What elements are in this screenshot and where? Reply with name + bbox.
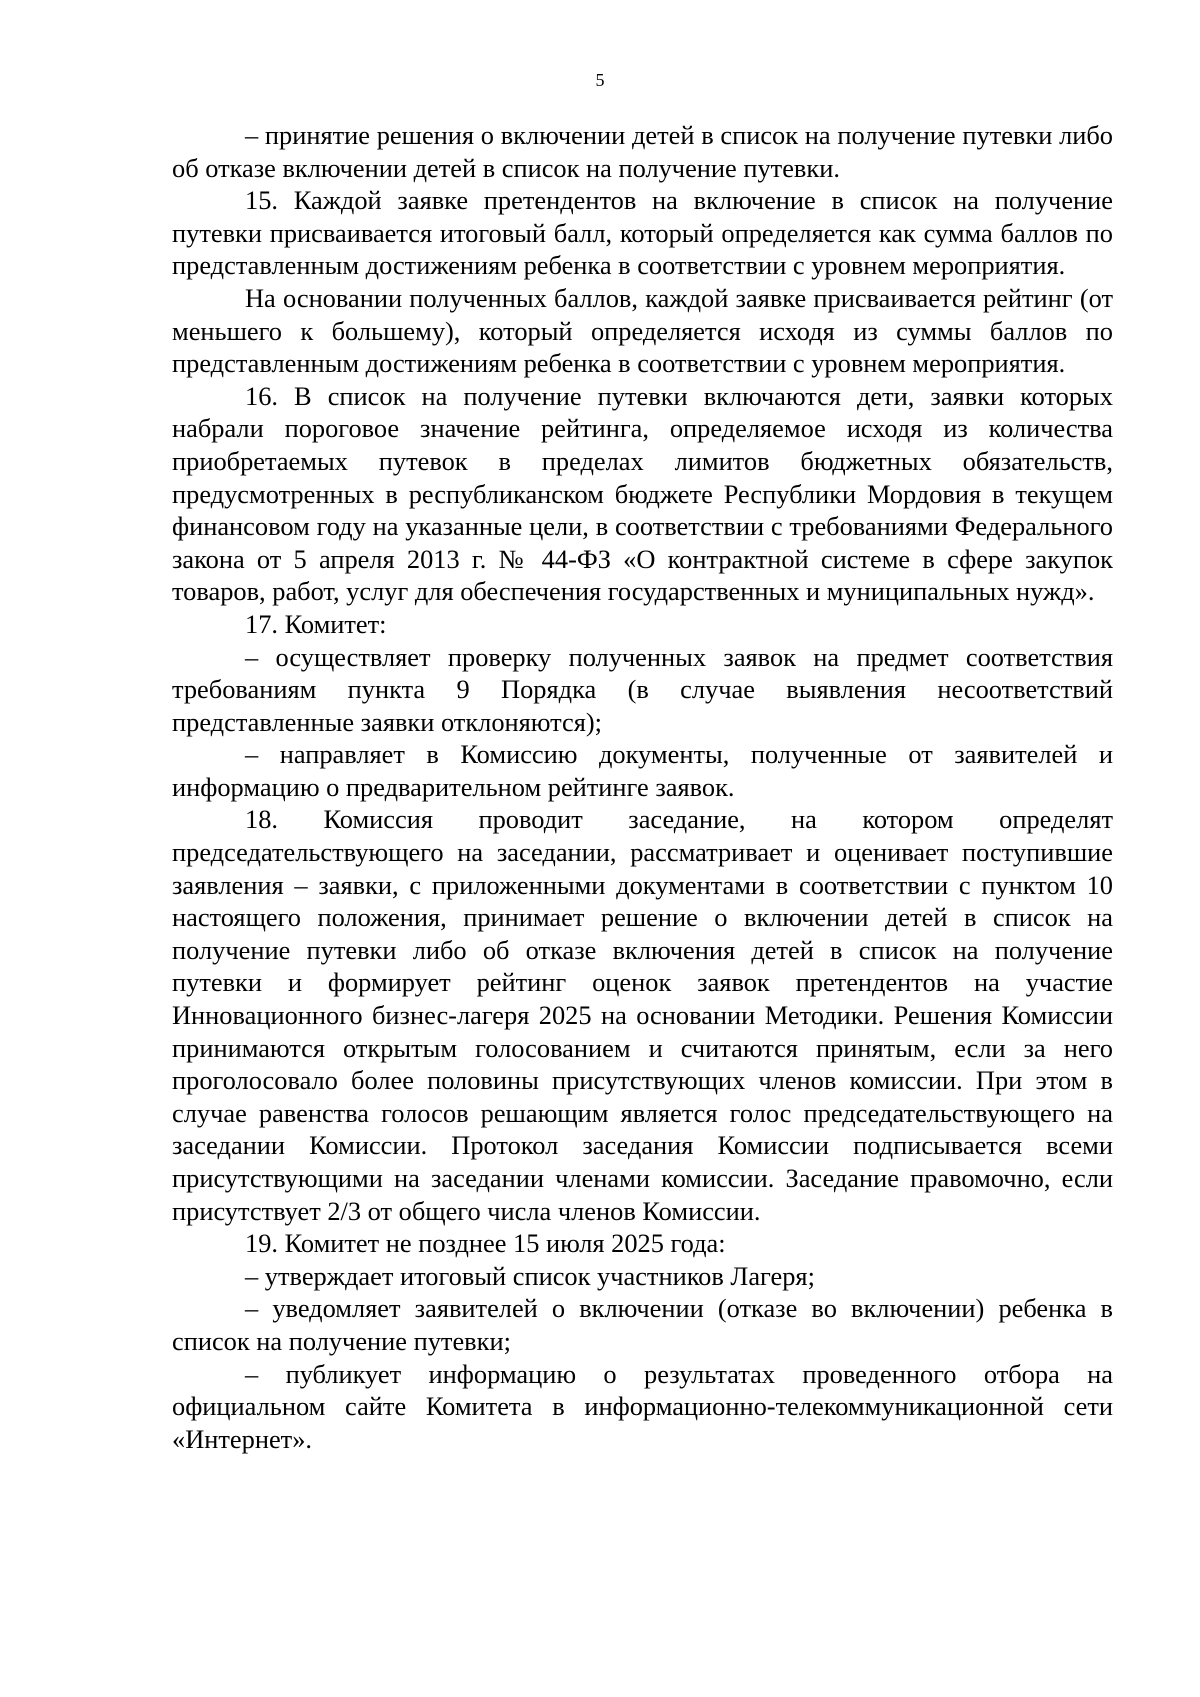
paragraph-17-check-item: – осуществляет проверку полученных заявок на предмет соответствия требованиям пункта 9 Порядка (в случае выявления несоответствий представленные заявки отклоняются); xyxy=(172,641,1113,737)
paragraph-15: 15. Каждой заявке претендентов на включение в список на получение путевки присваивается итоговый балл, который определяется как сумма баллов по представленным достижениям ребенка в соответствии с уровнем мероприятия. xyxy=(172,185,1113,281)
paragraph-rating: На основании полученных баллов, каждой заявке присваивается рейтинг (от меньшего к большему), который определяется исходя из суммы баллов по представленным достижениям ребенка в соответствии с уровнем мероприятия. xyxy=(172,282,1113,379)
page-number: 5 xyxy=(595,70,605,90)
document-body xyxy=(172,119,1113,1455)
paragraph-17-send-item: – направляет в Комиссию документы, полученные от заявителей и информацию о предварительном рейтинге заявок. xyxy=(172,739,1113,802)
paragraph-19-notify-item: – уведомляет заявителей о включении (отказе во включении) ребенка в список на получение путевки; xyxy=(172,1293,1113,1356)
paragraph-19-approve-item: – утверждает итоговый список участников Лагеря; xyxy=(245,1260,815,1291)
paragraph-decision-item: – принятие решения о включении детей в список на получение путевки либо об отказе включении детей в список на получение путевки. xyxy=(172,120,1113,183)
paragraph-19: 19. Комитет не позднее 15 июля 2025 года: xyxy=(245,1228,726,1259)
paragraph-17: 17. Комитет: xyxy=(245,608,387,639)
paragraph-19-publish-item: – публикует информацию о результатах проведенного отбора на официальном сайте Комитета в информационно-телекоммуникационной сети «Интернет». xyxy=(172,1358,1113,1454)
paragraph-18: 18. Комиссия проводит заседание, на котором определят председательствующего на заседании, рассматривает и оценивает поступившие заявления – заявки, с приложенными документами в соответствии с пунктом 10 настоящего положения, принимает решение о включении детей в список на получение путевки либо об отказе включения детей в список на получение путевки и формирует рейтинг оценок заявок претендентов на участие Инновационного бизнес-лагеря 2025 на основании Методики. Решения Комиссии принимаются открытым голосованием и считаются принятым, если за него проголосовало более половины присутствующих членов комиссии. При этом в случае равенства голосов решающим является голос председательствующего на заседании Комиссии. Протокол заседания Комиссии подписывается всеми присутствующими на заседании членами комиссии. Заседание правомочно, если присутствует 2/3 от общего числа членов Комиссии. xyxy=(172,804,1113,1226)
paragraph-16: 16. В список на получение путевки включаются дети, заявки которых набрали пороговое значение рейтинга, определяемое исходя из количества приобретаемых путевок в пределах лимитов бюджетных обязательств, предусмотренных в республиканском бюджете Республики Мордовия в текущем финансовом году на указанные цели, в соответствии с требованиями Федерального закона от 5 апреля 2013 г. № 44-ФЗ «О контрактной системе в сфере закупок товаров, работ, услуг для обеспечения государственных и муниципальных нужд». xyxy=(172,380,1113,607)
